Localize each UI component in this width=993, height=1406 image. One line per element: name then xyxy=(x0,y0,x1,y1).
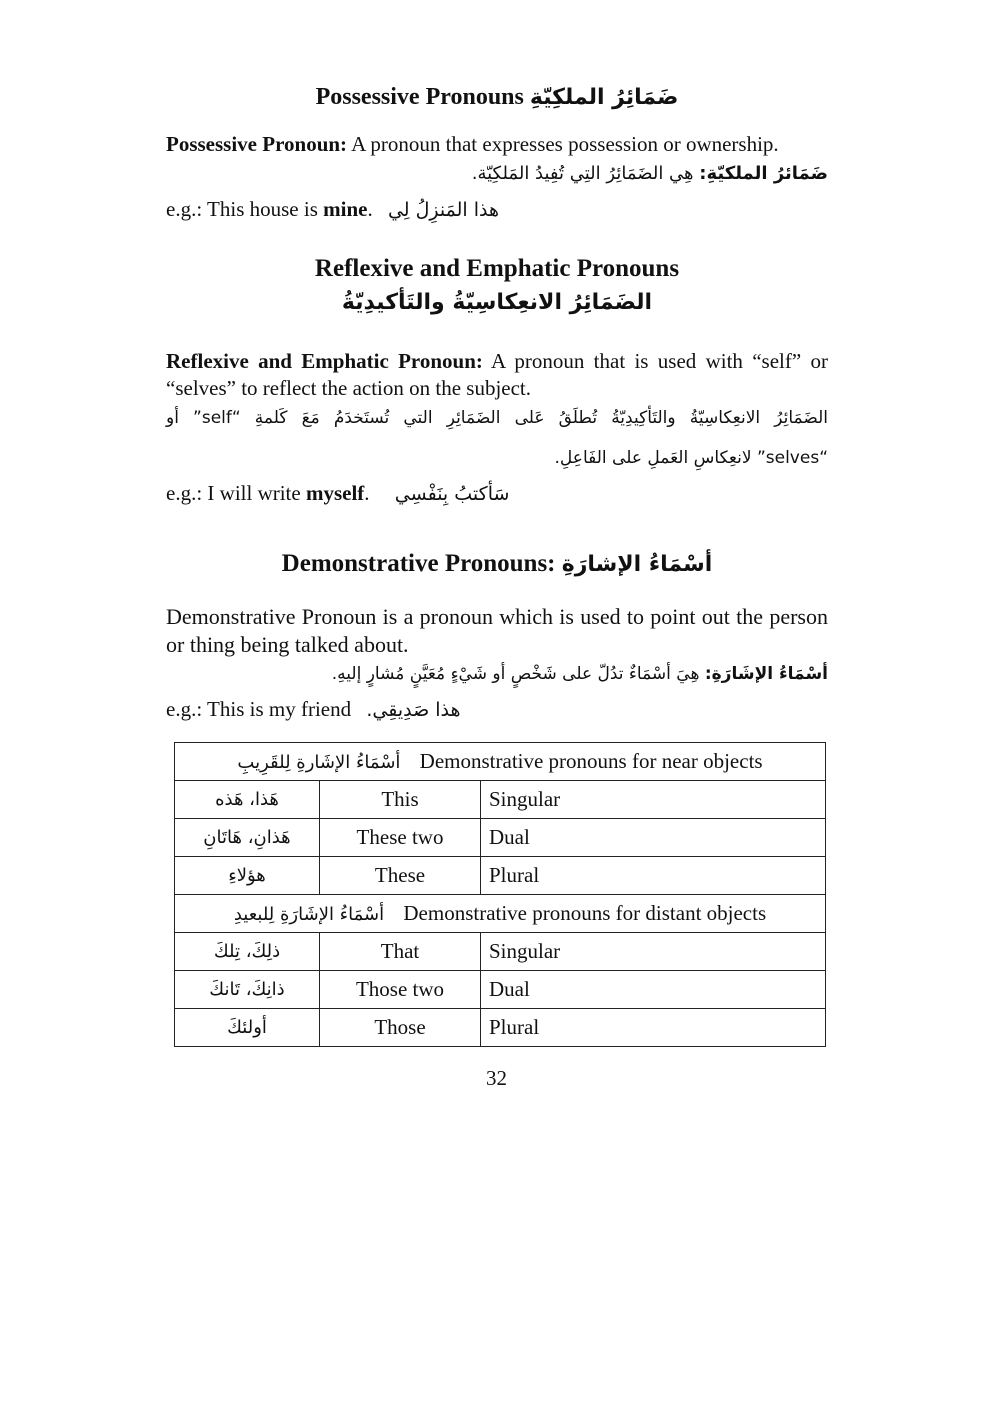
near-header-cell xyxy=(175,743,826,781)
row-english: That xyxy=(320,933,481,971)
table-row xyxy=(175,971,826,1009)
demonstrative-ar-text: هِيَ أسْمَاءٌ تدُلّ على شَخْصٍ أو شَيْءٍ مُعَيَّنٍ مُشارٍ إليهِ. xyxy=(331,664,700,684)
possessive-title-en: Possessive Pronouns xyxy=(315,84,524,110)
possessive-arabic-definition xyxy=(166,163,828,184)
reflexive-example xyxy=(166,481,828,506)
row-arabic: ذانِكَ، تَانكَ xyxy=(175,971,320,1009)
demonstrative-title-ar: أسْمَاءُ الإشارَةِ xyxy=(561,552,713,577)
row-english: These two xyxy=(320,819,481,857)
row-english: This xyxy=(320,781,481,819)
demonstrative-table xyxy=(174,742,826,1047)
possessive-ar-text: هِي الضَمَائِرُ التِي تُفِيدُ المَلكِيّة. xyxy=(471,163,694,184)
table-row xyxy=(175,933,826,971)
possessive-title-ar: ضَمَائِرُ الملكِيّةِ xyxy=(529,85,679,110)
table-header-near xyxy=(175,743,826,781)
row-english: These xyxy=(320,857,481,895)
possessive-eg-dot: . xyxy=(367,197,373,221)
near-header-en: Demonstrative pronouns for near objects xyxy=(419,749,763,773)
demonstrative-title xyxy=(166,550,828,578)
reflexive-eg-label: e.g.: I will write xyxy=(166,481,301,505)
reflexive-definition xyxy=(166,348,828,402)
reflexive-arabic-line-2: “selves” لانعِكاسِ العَملِ على الفَاعِلِ. xyxy=(554,448,828,468)
row-number: Plural xyxy=(481,857,826,895)
far-header-en: Demonstrative pronouns for distant objects xyxy=(403,901,767,925)
reflexive-term: Reflexive and Emphatic Pronoun: xyxy=(166,349,483,373)
demonstrative-title-en: Demonstrative Pronouns: xyxy=(281,550,556,577)
reflexive-def-text: A pronoun that is used with “self” or “selves” to reflect the action on the subject. xyxy=(166,349,828,400)
table-row xyxy=(175,781,826,819)
row-number: Dual xyxy=(481,819,826,857)
demonstrative-eg-label: e.g.: This is my friend xyxy=(166,697,352,721)
row-number: Dual xyxy=(481,971,826,1009)
reflexive-eg-bold: myself xyxy=(305,481,365,505)
reflexive-eg-ar: سَأكتبُ بِنَفْسِي xyxy=(394,483,510,505)
row-english: Those two xyxy=(320,971,481,1009)
far-header-ar: أسْمَاءُ الإشَارَةِ لِلبعيدِ xyxy=(233,904,385,925)
possessive-def-text: A pronoun that expresses possession or ownership. xyxy=(351,132,779,156)
possessive-eg-bold: mine xyxy=(323,197,368,221)
row-number: Singular xyxy=(481,933,826,971)
row-number: Singular xyxy=(481,781,826,819)
possessive-ar-term: ضَمَائرُ الملكيّةِ: xyxy=(699,163,828,184)
page-number: 32 xyxy=(486,1066,507,1090)
row-arabic: ذلِكَ، تِلكَ xyxy=(175,933,320,971)
possessive-eg-label: e.g.: This house is xyxy=(166,197,318,221)
demonstrative-eg-ar: هذا صَدِيقِي. xyxy=(366,699,461,721)
row-english: Those xyxy=(320,1009,481,1047)
possessive-term: Possessive Pronoun: xyxy=(166,132,348,156)
demonstrative-definition: Demonstrative Pronoun is a pronoun which is used to point out the person or thing being talked about. xyxy=(166,604,828,657)
row-arabic: هَذا، هَذه xyxy=(175,781,320,819)
reflexive-title-en: Reflexive and Emphatic Pronouns xyxy=(314,255,680,282)
possessive-eg-ar: هذا المَنزِلُ لِي xyxy=(387,199,500,221)
possessive-title xyxy=(166,84,828,111)
demonstrative-arabic-definition xyxy=(166,664,828,684)
reflexive-title-ar: الضَمَائِرُ الانعِكاسِيّةُ والتَأكيدِيّةُ xyxy=(341,290,653,315)
row-arabic: أولئكَ xyxy=(175,1009,320,1047)
table-row xyxy=(175,857,826,895)
table-row xyxy=(175,819,826,857)
reflexive-eg-dot: . xyxy=(364,481,370,505)
demonstrative-example xyxy=(166,697,828,722)
table-row xyxy=(175,1009,826,1047)
table-header-far xyxy=(175,895,826,933)
row-arabic: هَذانِ، هَاتَانِ xyxy=(175,819,320,857)
row-arabic: هؤلاءِ xyxy=(175,857,320,895)
near-header-ar: أسْمَاءُ الإشَارةِ لِلقَرِيبِ xyxy=(237,752,401,773)
reflexive-arabic-line-1: الضَمَائِرُ الانعِكاسِيّةُ والتَأكِيدِيّةُ تُطلَقُ عَلى الضَمَائِرِ التي تُستَخدَمُ مَعَ كَلمةِ “self” أو xyxy=(166,408,828,428)
possessive-example xyxy=(166,197,828,222)
demonstrative-ar-term: أسْمَاءُ الإشَارَةِ: xyxy=(704,664,828,684)
far-header-cell xyxy=(175,895,826,933)
row-number: Plural xyxy=(481,1009,826,1047)
possessive-definition xyxy=(166,131,828,158)
